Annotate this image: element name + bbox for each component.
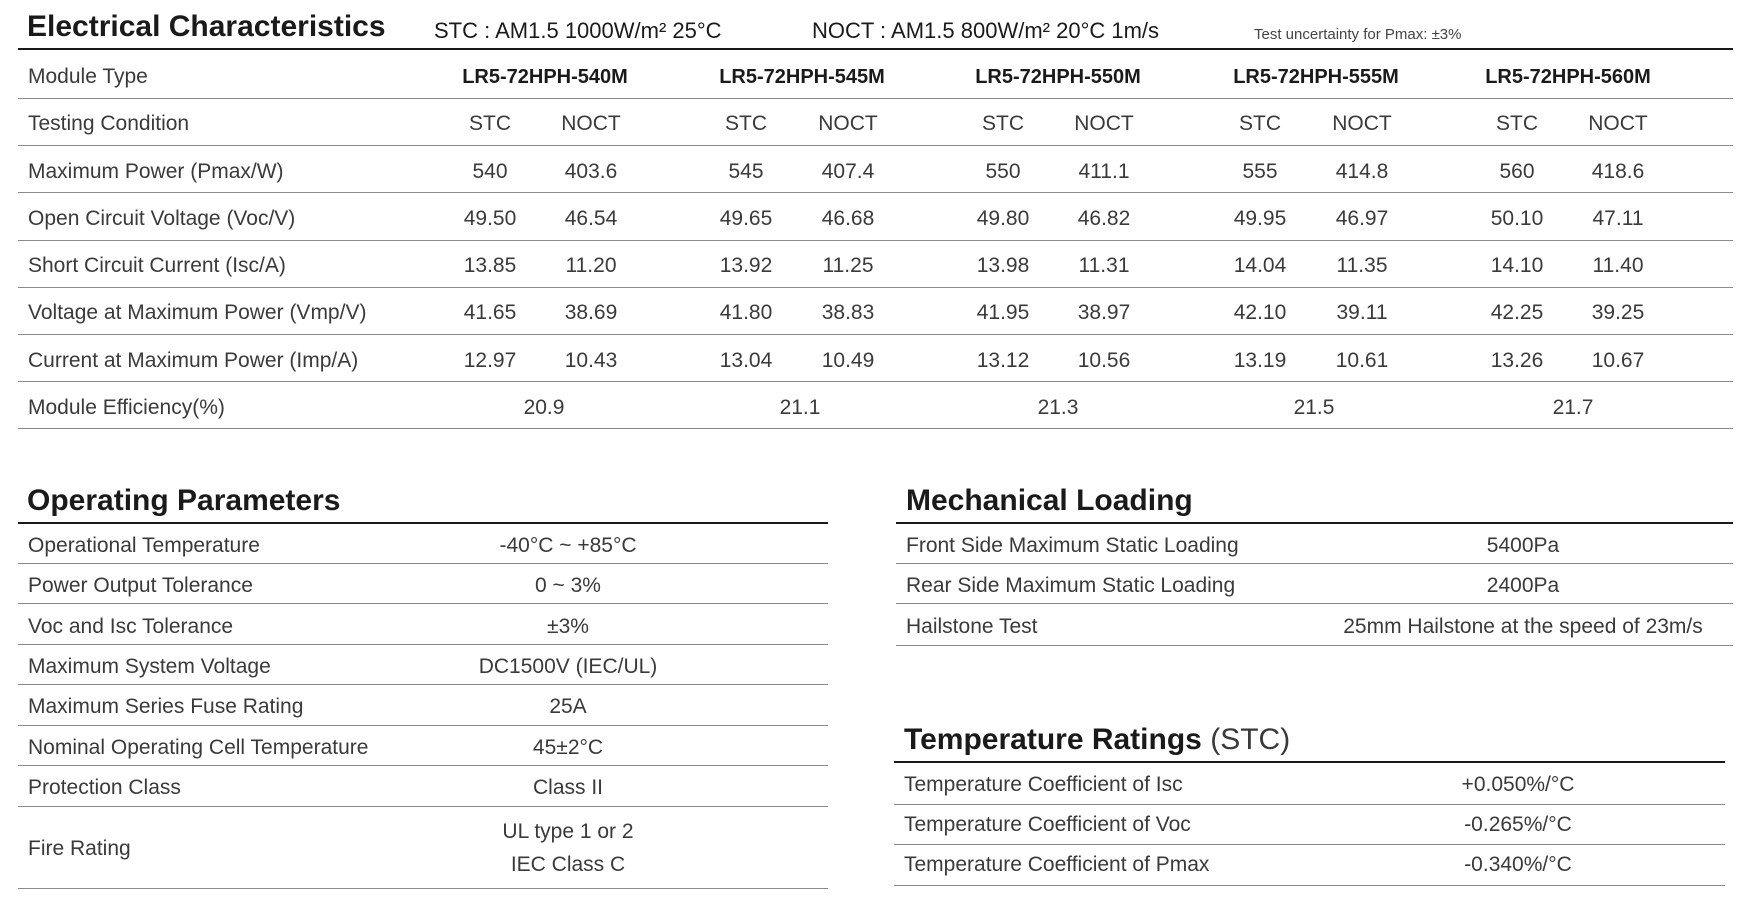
fire-rating-value-line1: UL type 1 or 2 <box>502 820 634 843</box>
row-divider <box>18 806 828 807</box>
temperature-title-sub: (STC) <box>1210 723 1291 756</box>
electrical-cell: 49.50 <box>463 207 517 230</box>
operating-row-label: Nominal Operating Cell Temperature <box>28 736 369 759</box>
electrical-cell: 545 <box>728 160 764 183</box>
electrical-title: Electrical Characteristics <box>27 10 386 43</box>
electrical-cell: 46.68 <box>821 207 875 230</box>
row-divider <box>896 645 1733 646</box>
row-divider <box>18 334 1733 335</box>
electrical-cell: 41.65 <box>463 301 517 324</box>
operating-row-value: ±3% <box>547 615 589 638</box>
row-divider <box>18 145 1733 146</box>
temperature-title-main: Temperature Ratings <box>904 723 1202 756</box>
operating-row-value: Class II <box>532 776 604 799</box>
efficiency-value: 21.1 <box>779 396 821 419</box>
electrical-cell: 47.11 <box>1592 207 1644 230</box>
stc-header: STC <box>1239 112 1281 135</box>
noct-header: NOCT <box>818 112 878 135</box>
operating-row-value: -40°C ~ +85°C <box>499 534 637 557</box>
operating-row-value: 0 ~ 3% <box>535 574 601 597</box>
operating-row-label: Maximum Series Fuse Rating <box>28 695 304 718</box>
row-divider <box>894 804 1725 805</box>
temperature-row-value: +0.050%/°C <box>1461 773 1575 796</box>
electrical-cell: 10.61 <box>1335 349 1389 372</box>
mechanical-top-rule <box>896 522 1733 524</box>
operating-row-value: 25A <box>549 695 587 718</box>
electrical-cell: 13.12 <box>976 349 1030 372</box>
mechanical-row-value: 5400Pa <box>1486 534 1560 557</box>
operating-row-label: Power Output Tolerance <box>28 574 253 597</box>
electrical-cell: 10.56 <box>1077 349 1131 372</box>
efficiency-value: 21.5 <box>1293 396 1335 419</box>
electrical-cell: 13.98 <box>976 254 1030 277</box>
test-uncertainty-note: Test uncertainty for Pmax: ±3% <box>1254 26 1462 43</box>
row-divider <box>18 287 1733 288</box>
temperature-top-rule <box>894 761 1725 763</box>
operating-top-rule <box>18 522 828 524</box>
electrical-cell: 49.80 <box>976 207 1030 230</box>
row-divider <box>18 98 1733 99</box>
row-divider <box>18 644 828 645</box>
electrical-cell: 14.04 <box>1233 254 1287 277</box>
electrical-cell: 14.10 <box>1490 254 1544 277</box>
operating-row-value: DC1500V (IEC/UL) <box>478 655 658 678</box>
row-divider <box>18 725 828 726</box>
temperature-row-label: Temperature Coefficient of Voc <box>904 813 1191 836</box>
electrical-cell: 38.97 <box>1077 301 1131 324</box>
fire-rating-label: Fire Rating <box>28 837 131 860</box>
temperature-title <box>904 723 1290 757</box>
electrical-cell: 540 <box>472 160 508 183</box>
electrical-cell: 11.20 <box>565 254 617 277</box>
efficiency-value: 21.7 <box>1552 396 1594 419</box>
row-divider <box>18 192 1733 193</box>
electrical-cell: 10.49 <box>821 349 875 372</box>
electrical-row-label: Current at Maximum Power (Imp/A) <box>28 349 359 372</box>
stc-header: STC <box>725 112 767 135</box>
electrical-cell: 50.10 <box>1490 207 1544 230</box>
row-divider <box>18 765 828 766</box>
efficiency-value: 20.9 <box>523 396 565 419</box>
noct-header: NOCT <box>561 112 621 135</box>
row-divider <box>894 885 1725 886</box>
row-divider <box>894 844 1725 845</box>
electrical-cell: 11.35 <box>1336 254 1388 277</box>
module-header: LR5-72HPH-550M <box>975 66 1141 88</box>
electrical-cell: 10.43 <box>564 349 618 372</box>
electrical-cell: 39.11 <box>1336 301 1388 324</box>
electrical-cell: 414.8 <box>1335 160 1389 183</box>
electrical-cell: 12.97 <box>463 349 517 372</box>
temperature-row-label: Temperature Coefficient of Pmax <box>904 853 1210 876</box>
fire-rating-value-line2: IEC Class C <box>510 853 626 876</box>
electrical-cell: 13.19 <box>1233 349 1287 372</box>
electrical-cell: 46.82 <box>1077 207 1131 230</box>
row-divider <box>18 684 828 685</box>
electrical-cell: 13.04 <box>719 349 773 372</box>
operating-row-label: Operational Temperature <box>28 534 260 557</box>
electrical-cell: 49.95 <box>1233 207 1287 230</box>
electrical-cell: 38.83 <box>821 301 875 324</box>
row-divider <box>18 381 1733 382</box>
electrical-bottom-rule <box>18 428 1733 429</box>
electrical-cell: 46.54 <box>564 207 618 230</box>
operating-row-label: Maximum System Voltage <box>28 655 271 678</box>
electrical-cell: 11.25 <box>822 254 874 277</box>
electrical-row-label: Voltage at Maximum Power (Vmp/V) <box>28 301 367 324</box>
module-header: LR5-72HPH-560M <box>1485 66 1651 88</box>
stc-header: STC <box>1496 112 1538 135</box>
module-header: LR5-72HPH-545M <box>719 66 885 88</box>
electrical-cell: 560 <box>1499 160 1535 183</box>
mechanical-row-value: 2400Pa <box>1486 574 1560 597</box>
mechanical-row-value: 25mm Hailstone at the speed of 23m/s <box>1343 615 1703 638</box>
mechanical-row-label: Hailstone Test <box>906 615 1038 638</box>
operating-row-value: 45±2°C <box>532 736 604 759</box>
operating-row-label: Protection Class <box>28 776 181 799</box>
electrical-cell: 41.80 <box>719 301 773 324</box>
operating-bottom-rule <box>18 888 828 889</box>
electrical-cell: 38.69 <box>564 301 618 324</box>
stc-condition: STC : AM1.5 1000W/m² 25°C <box>434 18 722 43</box>
electrical-row-label: Short Circuit Current (Isc/A) <box>28 254 286 277</box>
temperature-row-value: -0.340%/°C <box>1464 853 1572 876</box>
stc-header: STC <box>469 112 511 135</box>
testing-condition-label: Testing Condition <box>28 112 190 135</box>
electrical-cell: 46.97 <box>1335 207 1389 230</box>
noct-condition: NOCT : AM1.5 800W/m² 20°C 1m/s <box>812 18 1160 43</box>
electrical-cell: 403.6 <box>564 160 618 183</box>
electrical-cell: 411.1 <box>1078 160 1130 183</box>
electrical-cell: 41.95 <box>976 301 1030 324</box>
electrical-top-rule <box>18 48 1733 50</box>
row-divider <box>18 240 1733 241</box>
electrical-cell: 42.10 <box>1233 301 1287 324</box>
row-divider <box>896 563 1733 564</box>
noct-header: NOCT <box>1332 112 1392 135</box>
electrical-cell: 42.25 <box>1490 301 1544 324</box>
row-divider <box>18 603 828 604</box>
mechanical-title: Mechanical Loading <box>906 484 1193 517</box>
electrical-cell: 11.40 <box>1592 254 1644 277</box>
electrical-cell: 39.25 <box>1591 301 1645 324</box>
module-header: LR5-72HPH-540M <box>462 66 628 88</box>
electrical-cell: 555 <box>1242 160 1278 183</box>
noct-header: NOCT <box>1074 112 1134 135</box>
electrical-cell: 10.67 <box>1591 349 1645 372</box>
efficiency-value: 21.3 <box>1037 396 1079 419</box>
mechanical-row-label: Front Side Maximum Static Loading <box>906 534 1239 557</box>
electrical-cell: 11.31 <box>1078 254 1130 277</box>
electrical-cell: 418.6 <box>1591 160 1645 183</box>
stc-header: STC <box>982 112 1024 135</box>
electrical-row-label: Maximum Power (Pmax/W) <box>28 160 284 183</box>
electrical-cell: 13.92 <box>719 254 773 277</box>
module-efficiency-label: Module Efficiency(%) <box>28 396 225 419</box>
electrical-cell: 49.65 <box>719 207 773 230</box>
electrical-cell: 550 <box>985 160 1021 183</box>
temperature-row-label: Temperature Coefficient of Isc <box>904 773 1183 796</box>
mechanical-row-label: Rear Side Maximum Static Loading <box>906 574 1236 597</box>
module-type-label: Module Type <box>28 65 148 88</box>
electrical-cell: 13.85 <box>463 254 517 277</box>
temperature-row-value: -0.265%/°C <box>1464 813 1572 836</box>
operating-title: Operating Parameters <box>27 484 341 517</box>
noct-header: NOCT <box>1588 112 1648 135</box>
electrical-row-label: Open Circuit Voltage (Voc/V) <box>28 207 296 230</box>
module-header: LR5-72HPH-555M <box>1233 66 1399 88</box>
electrical-cell: 407.4 <box>821 160 875 183</box>
row-divider <box>18 563 828 564</box>
electrical-cell: 13.26 <box>1490 349 1544 372</box>
operating-row-label: Voc and Isc Tolerance <box>28 615 234 638</box>
row-divider <box>896 603 1733 604</box>
